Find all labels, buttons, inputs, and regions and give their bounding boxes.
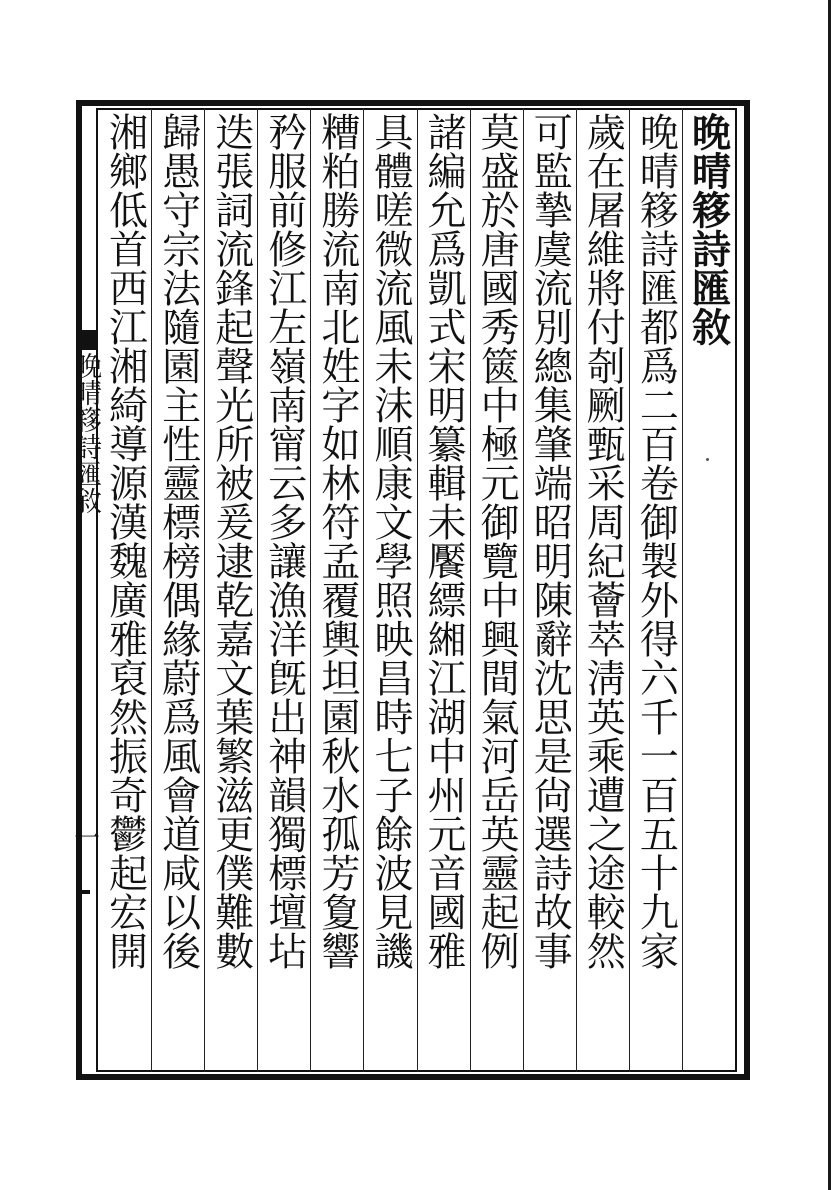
- column-rule: [682, 108, 683, 1072]
- text-column-11: 湘鄉低首西江湘綺導源漢魏廣雅裒然振奇鬱起宏開: [102, 112, 148, 970]
- text-column-4: 莫盛於唐國秀篋中極元御覽中興間氣河岳英靈起例: [474, 112, 520, 970]
- document-title: 晚晴簃詩匯敘: [685, 112, 732, 346]
- text-column-10: 歸愚守宗法隨園主性靈標榜偶緣蔚爲風會道咸以後: [155, 112, 201, 970]
- text-column-5: 諸編允爲凱式宋明纂輯未饜縹緗江湖中州元音國雅: [421, 112, 467, 970]
- column-rule: [470, 108, 471, 1072]
- spine-bracket: [78, 890, 90, 1070]
- column-rule: [363, 108, 364, 1072]
- spine-page-number: 一: [74, 824, 101, 854]
- column-rule: [629, 108, 630, 1072]
- column-rule: [523, 108, 524, 1072]
- text-column-7: 糟粕勝流南北姓字如林符孟覆輿坦園秋水孤芳夐響: [314, 112, 360, 970]
- column-rule: [310, 108, 311, 1072]
- paper-speck: [706, 458, 709, 461]
- spine-mark-top: [76, 330, 96, 350]
- column-rule: [576, 108, 577, 1072]
- text-column-6: 具體嗟微流風未沬順康文學照映昌時七子餘波見譏: [367, 112, 413, 970]
- text-column-8: 矜服前修江左嶺南甯云多讓漁洋旣出神韻獨標壇坫: [261, 112, 307, 970]
- column-rule: [257, 108, 258, 1072]
- text-column-3: 可監摯虞流別總集肇端昭明陳辭沈思是尙選詩故事: [527, 112, 573, 970]
- column-rule: [151, 108, 152, 1072]
- text-column-2: 歲在屠維將付剞劂甄采周紀薈萃淸英乘遭之途較然: [580, 112, 626, 970]
- text-column-9: 迭張詞流鋒起聲光所被爰逮乾嘉文葉繁滋更僕難數: [208, 112, 254, 970]
- spine-title: 晚晴簃詩匯敘: [70, 352, 101, 514]
- text-column-1: 晚晴簃詩匯都爲二百卷御製外得六千一百五十九家: [633, 112, 679, 970]
- column-rule: [417, 108, 418, 1072]
- column-rule: [204, 108, 205, 1072]
